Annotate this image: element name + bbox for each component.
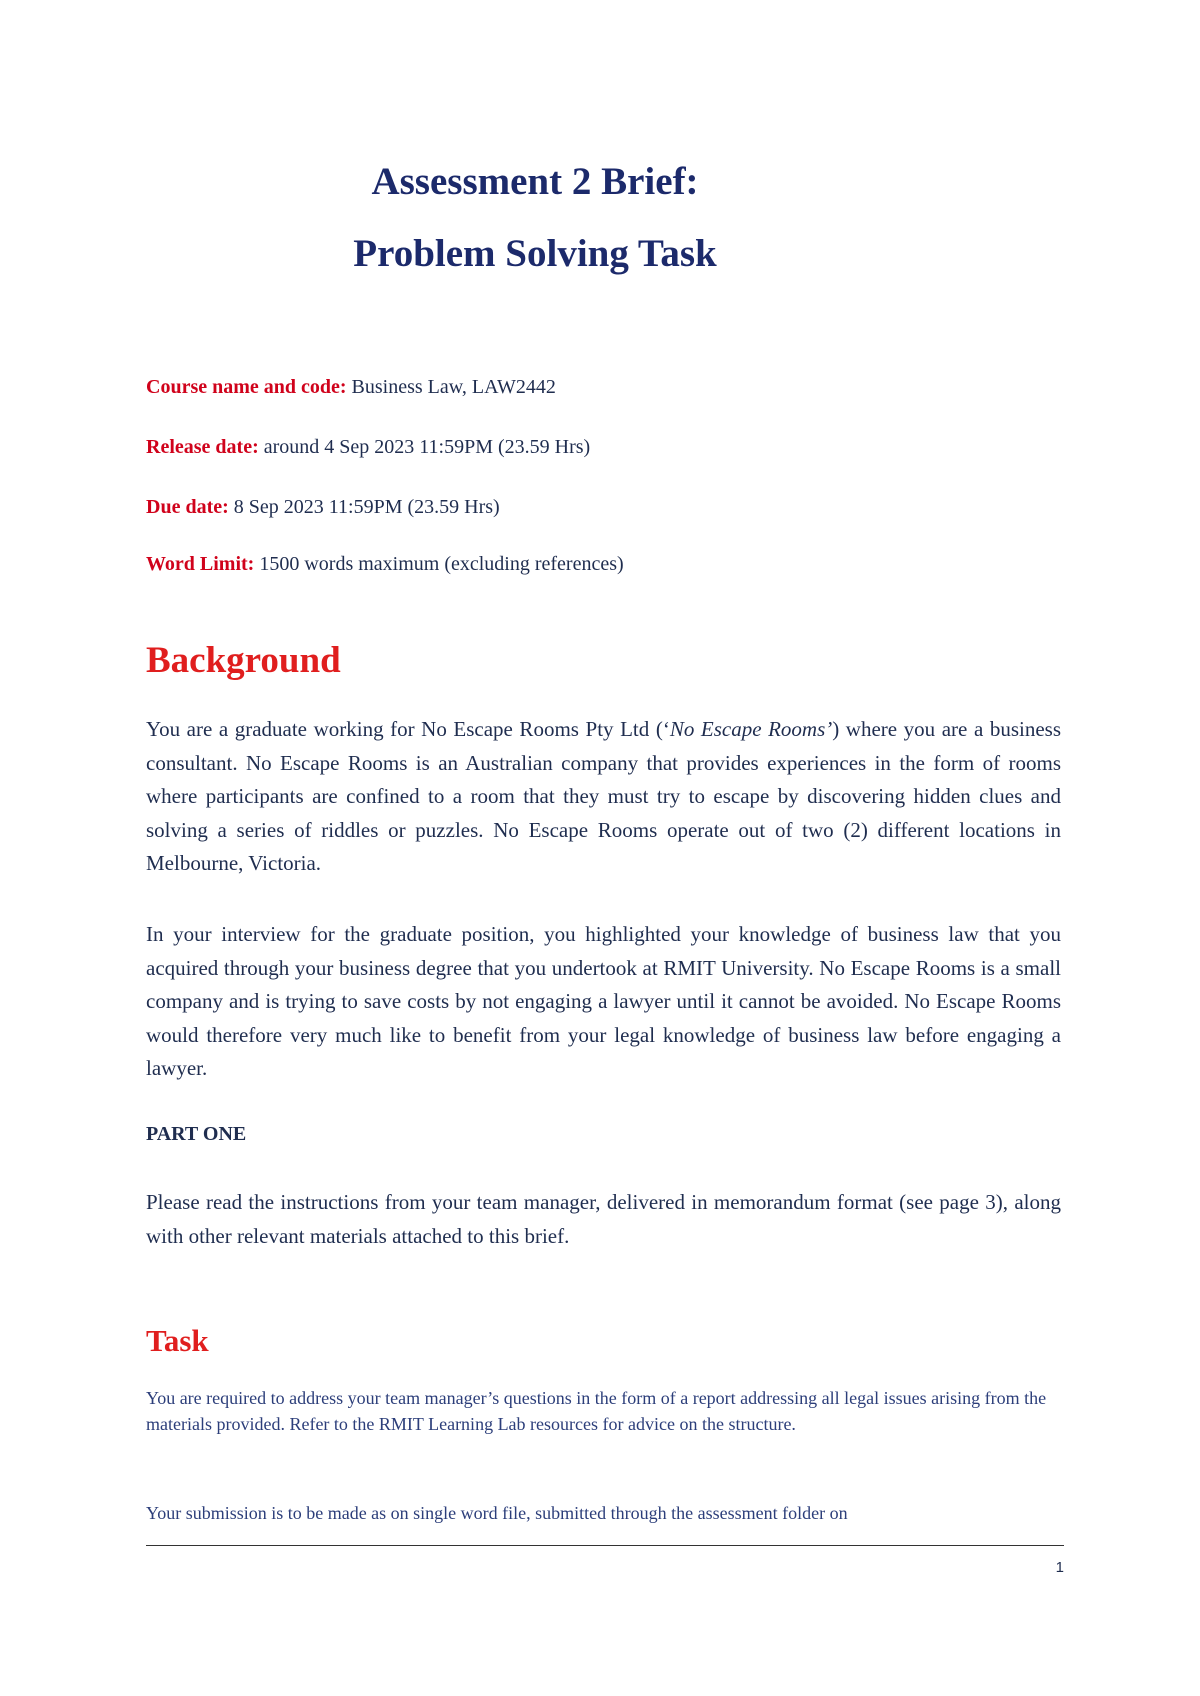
meta-word-limit <box>146 554 624 574</box>
background-p1-start: You are a graduate working for No Escape Rooms Pty Ltd (‘ <box>146 717 670 741</box>
meta-word-limit-label: Word Limit: <box>146 553 255 575</box>
document-title-line-2: Problem Solving Task <box>353 232 717 275</box>
footer-divider <box>146 1545 1064 1546</box>
meta-course-value: Business Law, LAW2442 <box>346 376 556 398</box>
meta-release-date-label: Release date: <box>146 436 259 458</box>
meta-word-limit-value: 1500 words maximum (excluding references) <box>254 553 624 575</box>
background-p1-italic: No Escape Rooms’ <box>669 717 833 741</box>
page-number: 1 <box>1055 1559 1064 1576</box>
background-paragraph-2: In your interview for the graduate position, you highlighted your knowledge of business law that you acquired through your business degree that you undertook at RMIT University. No Escape Rooms is a small company and is trying to save costs by not engaging a lawyer until it cannot be avoided. No Escape Rooms would therefore very much like to benefit from your legal knowledge of business law before engaging a lawyer. <box>146 922 1061 1081</box>
document-title-line-1: Assessment 2 Brief: <box>371 160 699 203</box>
meta-release-date <box>146 437 590 457</box>
meta-course-label: Course name and code: <box>146 376 347 398</box>
meta-due-date <box>146 497 500 517</box>
meta-due-date-label: Due date: <box>146 496 229 518</box>
task-paragraph-2: Your submission is to be made as on single word file, submitted through the assessment folder on <box>146 1503 848 1523</box>
meta-due-date-value: 8 Sep 2023 11:59PM (23.59 Hrs) <box>228 496 500 518</box>
task-paragraph-1: You are required to address your team manager’s questions in the form of a report addressing all legal issues arising from the materials provided. Refer to the RMIT Learning Lab resources for advice on the structure. <box>146 1388 1047 1434</box>
background-heading: Background <box>146 640 341 681</box>
task-heading: Task <box>146 1323 209 1358</box>
part-one-paragraph: Please read the instructions from your team manager, delivered in memorandum format (see page 3), along with other relevant materials attached to this brief. <box>146 1190 1061 1248</box>
part-one-heading: PART ONE <box>146 1123 247 1145</box>
meta-course <box>146 377 556 397</box>
meta-release-date-value: around 4 Sep 2023 11:59PM (23.59 Hrs) <box>258 436 591 458</box>
background-p1-end: ) where you are a business consultant. No Escape Rooms is an Australian company that provides experiences in the form of rooms where participants are confined to a room that they must try to escape by discovering hidden clues and solving a series of riddles or puzzles. No Escape Rooms operate out of two (2) different locations in Melbourne, Victoria. <box>146 717 1061 876</box>
background-paragraph-1 <box>146 713 1061 881</box>
